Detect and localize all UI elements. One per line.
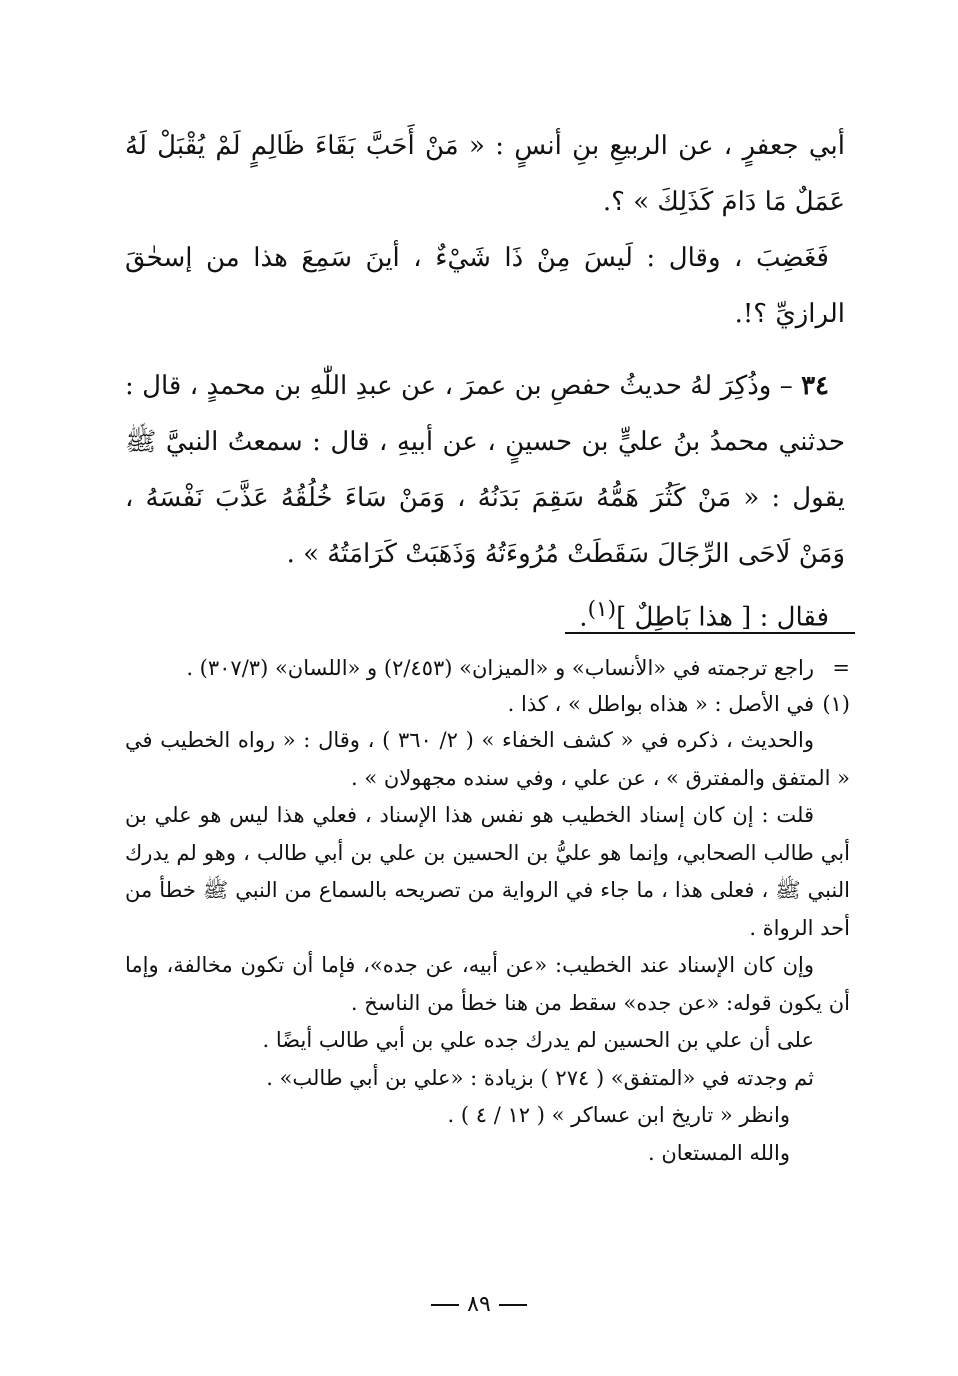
page-number [0, 1290, 958, 1320]
main-text [125, 118, 845, 646]
main-paragraph-4 [125, 582, 845, 646]
footnote-paragraph-3: وإن كان الإسناد عند الخطيب: «عن أبيه، عن جده»، فإما أن تكون مخالفة، وإما أن يكون قوله: «عن جده» سقط من هنا خطأ من الناسخ . [125, 953, 850, 1015]
page-number-dash-left [431, 1304, 459, 1306]
hadith-number: ٣٤ [801, 371, 829, 401]
footnote-separator [565, 632, 855, 634]
footnote-reference: (١) [587, 597, 617, 622]
footnote-1-marker: (١) [822, 692, 850, 716]
verdict-text: فقال : [ هذا بَاطِلٌ ] [616, 602, 829, 633]
main-paragraph-2: فَغَضِبَ ، وقال : لَيسَ مِنْ ذَا شَيْءٌ ، أينَ سَمِعَ هذا من إسحٰقَ الرازيِّ ؟!. [125, 243, 845, 329]
hadith-text: – وذُكِرَ لهُ حديثُ حفصِ بن عمرَ ، عن عبدِ اللّٰهِ بن محمدٍ ، قال : حدثني محمدُ بنُ عليٍّ بن حسينٍ ، عن أبيهِ ، قال : سمعتُ النبيَّ ﷺ يقول : « مَنْ كَثُرَ هَمُّهُ سَقِمَ بَدَنُهُ ، وَمَنْ سَاءَ خُلُقُهُ عَذَّبَ نَفْسَهُ ، وَمَنْ لَاحَى الرِّجَالَ سَقَطَتْ مُرُوءَتُهُ وَذَهَبَتْ كَرَامَتُهُ » . [125, 371, 845, 569]
footnote-1-text: في الأصل : « هذاه بواطل » ، كذا . [507, 692, 814, 716]
page-number-dash-right [499, 1304, 527, 1306]
page-number-value: ٨٩ [467, 1292, 491, 1317]
continuation-text: راجع ترجمته في «الأنساب» و «الميزان» (٢/٤٥٣) و «اللسان» (٣٠٧/٣) . [186, 656, 814, 680]
footnotes [125, 650, 850, 1172]
footnote-paragraph-5: ثم وجدته في «المتفق» ( ٢٧٤ ) بزيادة : «علي بن أبي طالب» . [266, 1065, 814, 1090]
main-paragraph-3 [125, 358, 845, 582]
footnote-paragraph-4: على أن علي بن الحسين لم يدرك جده علي بن أبي طالب أيضًا . [262, 1028, 814, 1052]
footnote-paragraph-6: وانظر « تاريخ ابن عساكر » ( ١٢ / ٤ ) . [447, 1103, 790, 1127]
continuation-marker: = [832, 656, 850, 680]
verdict-end: . [579, 602, 588, 633]
main-paragraph-1: أبي جعفرٍ ، عن الربيعِ بنِ أنسٍ : « مَنْ أَحَبَّ بَقَاءَ ظَالِمٍ لَمْ يُقْبَلْ لَهُ عَمَلٌ مَا دَامَ كَذَلِكَ » ؟. [125, 131, 845, 217]
footnote-1 [125, 686, 850, 722]
footnote-continuation [125, 650, 850, 686]
footnote-paragraph-1: والحديث ، ذكره في « كشف الخفاء » ( ٢/ ٣٦٠ ) ، وقال : « رواه الخطيب في « المتفق والمفترق » ، عن علي ، وفي سنده مجهولان » . [125, 728, 850, 790]
footnote-paragraph-2: قلت : إن كان إسناد الخطيب هو نفس هذا الإسناد ، فعلي هذا ليس هو علي بن أبي طالب الصحابي، وإنما هو عليُّ بن الحسين بن علي بن أبي طالب ، وهو لم يدرك النبي ﷺ ، فعلى هذا ، ما جاء في الرواية من تصريحه بالسماع من النبي ﷺ خطأ من أحد الرواة . [125, 803, 850, 940]
footnote-paragraph-7: والله المستعان . [647, 1140, 790, 1165]
